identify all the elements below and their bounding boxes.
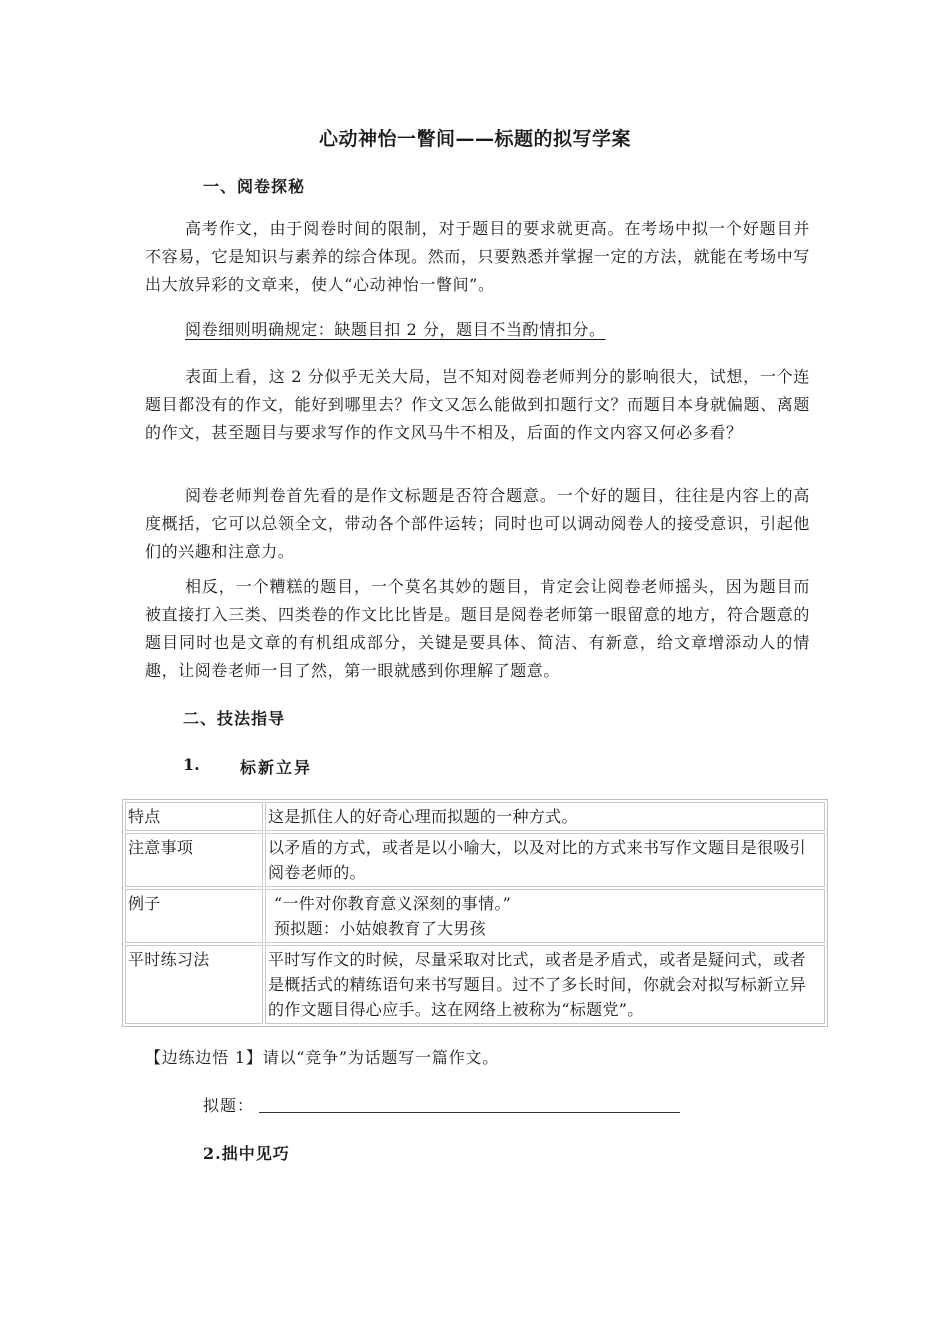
table-row: [125, 945, 825, 1024]
subsection-title-1: 标新立异: [240, 758, 313, 777]
table-key-cell: 注意事项: [125, 833, 263, 887]
draft-title-blank[interactable]: [259, 1112, 680, 1113]
table-key-cell: 平时练习法: [125, 945, 263, 1024]
grading-rule: [185, 318, 620, 342]
subsection-title-2: 2.拙中见巧: [203, 1144, 290, 1163]
table-row: [125, 833, 825, 887]
table-row: [125, 802, 825, 831]
draft-title-label: 拟题：: [203, 1096, 255, 1115]
practice-prompt: 【边练边悟 1】请以“竞争”为话题写一篇作文。: [145, 1048, 500, 1067]
section-heading-1: 一、阅卷探秘: [203, 177, 306, 196]
table-key-cell: 特点: [125, 802, 263, 831]
page-title: 心动神怡一瞥间——标题的拟写学案: [318, 128, 631, 150]
paragraph-title-importance: 阅卷老师判卷首先看的是作文标题是否符合题意。一个好的题目，往往是内容上的高度概括，它可以总领全文，带动各个部件运转；同时也可以调动阅卷人的接受意识，引起他们的兴趣和注意力。: [145, 486, 810, 561]
example-draft-title: 预拟题：小姑娘教育了大男孩: [274, 919, 486, 938]
paragraph-intro: 高考作文，由于阅卷时间的限制，对于题目的要求就更高。在考场中拟一个好题目并不容易，它是知识与素养的综合体现。然而，只要熟悉并掌握一定的方法，就能在考场中写出大放异彩的文章来，使人“心动神怡一瞥间”。: [145, 219, 810, 294]
technique-table: [122, 799, 828, 1027]
table-value-cell: 这是抓住人的好奇心理而拟题的一种方式。: [265, 802, 825, 831]
paragraph-analysis: 表面上看，这 2 分似乎无关大局，岂不知对阅卷老师判分的影响很大，试想，一个连题目都没有的作文，能好到哪里去？作文又怎么能做到扣题行文？而题目本身就偏题、离题的作文，甚至题目与要求写作的作文风马牛不相及，后面的作文内容又何必多看？: [145, 367, 810, 442]
grading-rule-text: 阅卷细则明确规定：缺题目扣 2 分，题目不当酌情扣分。: [185, 320, 606, 339]
paragraph-bad-title: 相反，一个糟糕的题目，一个莫名其妙的题目，肯定会让阅卷老师摇头，因为题目而被直接打入三类、四类卷的作文比比皆是。题目是阅卷老师第一眼留意的地方，符合题意的题目同时也是文章的有机组成部分，关键是要具体、简洁、有新意，给文章增添动人的情趣，让阅卷老师一目了然，第一眼就感到你理解了题意。: [145, 577, 810, 680]
example-quote: “一件对你教育意义深刻的事情。”: [274, 894, 512, 913]
table-value-cell: [265, 889, 825, 943]
table-value-cell: 以矛盾的方式，或者是以小喻大，以及对比的方式来书写作文题目是很吸引阅卷老师的。: [265, 833, 825, 887]
table-value-cell: 平时写作文的时候，尽量采取对比式，或者是矛盾式，或者是疑问式，或者是概括式的精练语句来书写题目。过不了多长时间，你就会对拟写标新立异的作文题目得心应手。这在网络上被称为“标题党”。: [265, 945, 825, 1024]
section-heading-2: 二、技法指导: [183, 709, 286, 728]
table-key-cell: 例子: [125, 889, 263, 943]
subsection-number-1: 1.: [183, 755, 200, 774]
table-row: [125, 889, 825, 943]
